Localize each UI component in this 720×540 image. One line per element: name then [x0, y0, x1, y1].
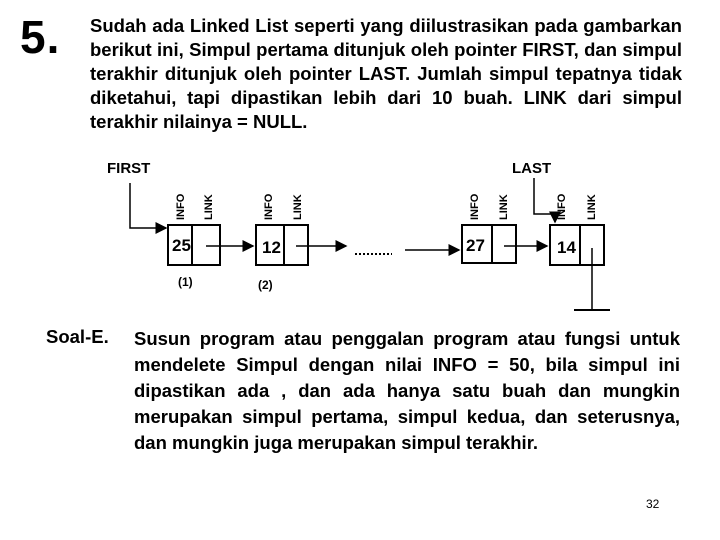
node-4-info-value: 14	[557, 238, 576, 257]
node-3-link-field-label: LINK	[498, 194, 510, 220]
question-label: Soal-E.	[46, 326, 109, 347]
first-pointer-arrow	[130, 183, 166, 228]
node-1-link-field-label: LINK	[203, 194, 215, 220]
node-2-info-field-label: INFO	[263, 193, 275, 220]
first-pointer-label: FIRST	[107, 160, 151, 177]
node-3-info-field-label: INFO	[469, 193, 481, 220]
slide-number: 5.	[20, 11, 61, 63]
node-4-info-field-label: INFO	[556, 193, 568, 220]
intro-paragraph: Sudah ada Linked List seperti yang diilustrasikan pada gambarkan berikut ini, Simpul pertama ditunjuk oleh pointer FIRST, dan simpul terakhir ditunjuk oleh pointer LAST. Jumlah simpul tepatnya tidak diketahui, tapi dipastikan lebih dari 10 buah. LINK dari simpul terakhir nilainya = NULL.	[90, 15, 682, 132]
last-pointer-arrow	[534, 178, 555, 222]
page-number: 32	[646, 497, 660, 511]
node-2-caption: (2)	[258, 278, 273, 292]
node-4-link-field-label: LINK	[586, 194, 598, 220]
node-1-info-value: 25	[172, 236, 191, 255]
node-2-info-value: 12	[262, 238, 281, 257]
node-2-link-field-label: LINK	[292, 194, 304, 220]
last-pointer-label: LAST	[512, 160, 552, 177]
node-3-info-value: 27	[466, 236, 485, 255]
node-1-caption: (1)	[178, 275, 193, 289]
question-text: Susun program atau penggalan program atau fungsi untuk mendelete Simpul dengan nilai INFO = 50, bila simpul ini dipastikan ada , dan ada hanya satu buah dan mungkin merupakan simpul pertama, simpul kedua, dan seterusnya, dan mungkin juga merupakan simpul terakhir.	[134, 328, 680, 453]
node-1-info-field-label: INFO	[175, 193, 187, 220]
